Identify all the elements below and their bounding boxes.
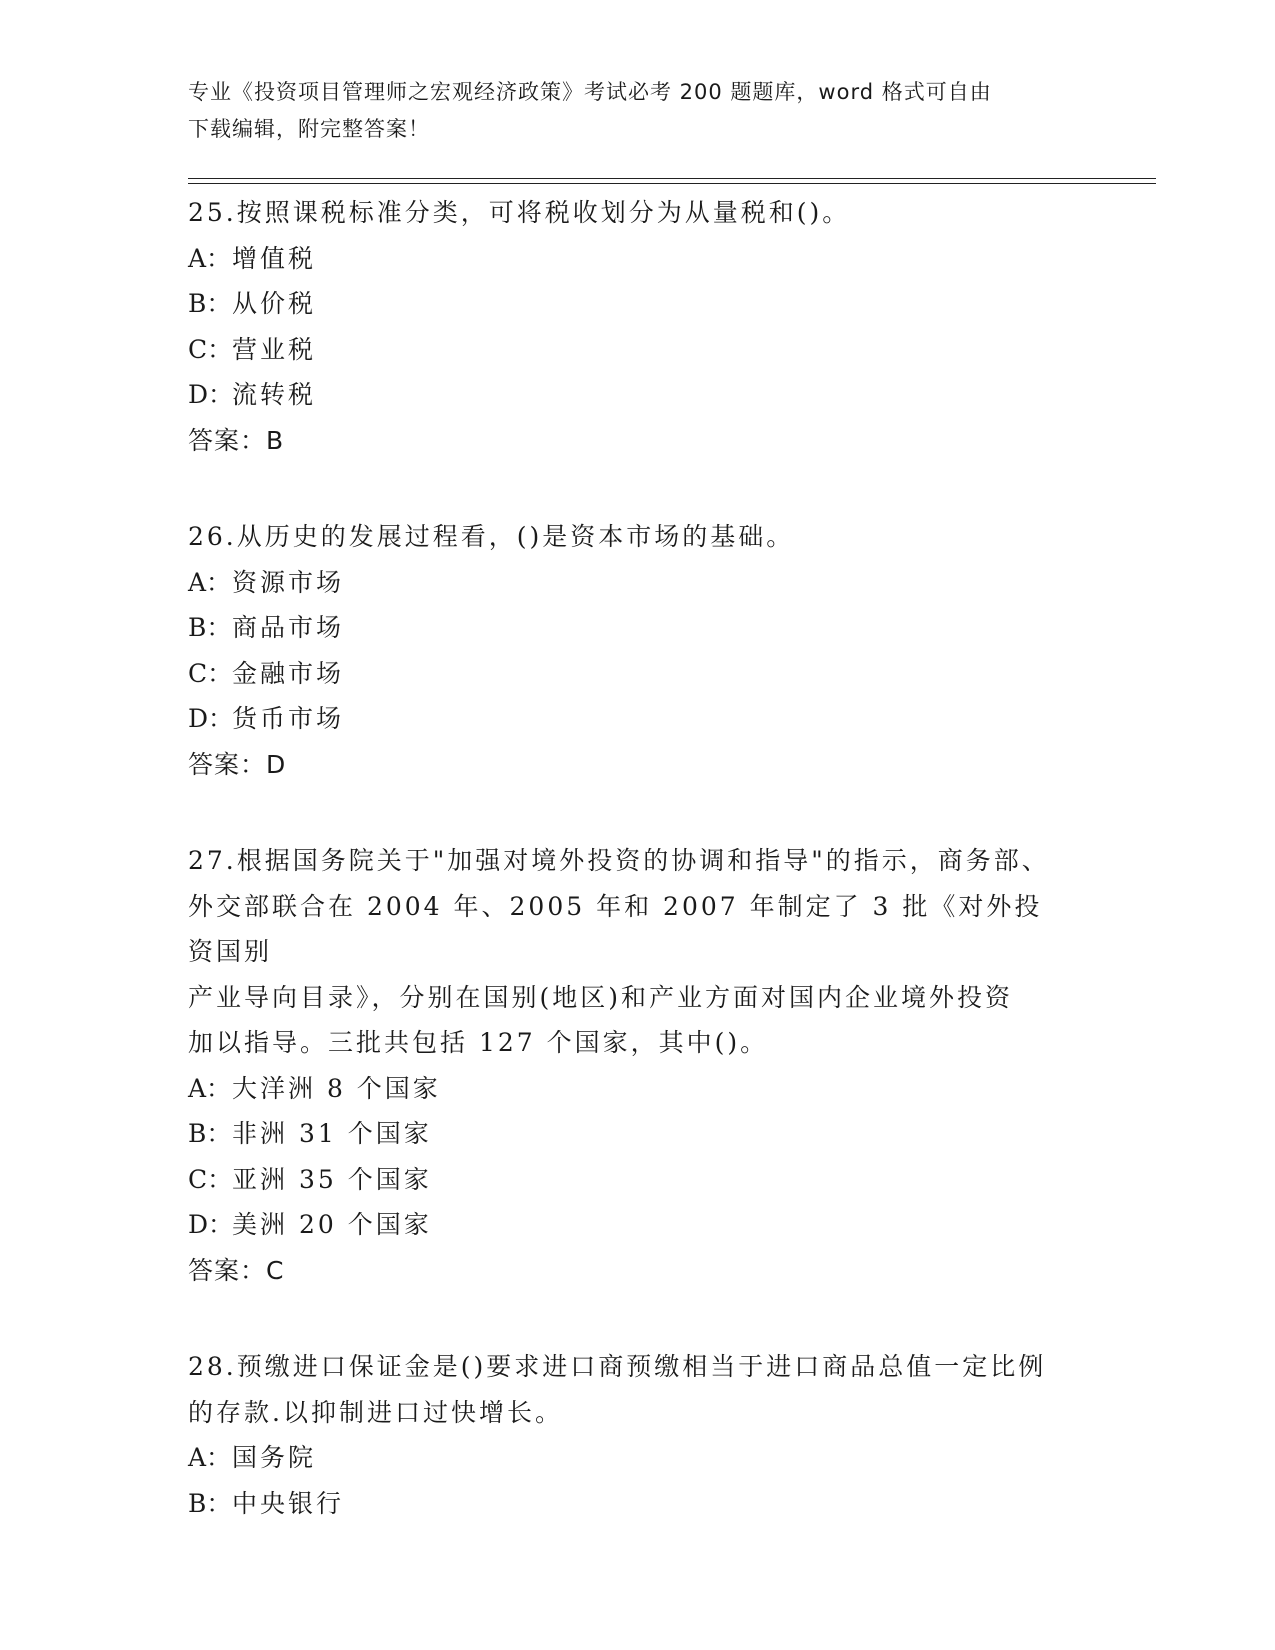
option-key: B： [188, 289, 232, 318]
question-stem-line: 的存款.以抑制进口过快增长。 [188, 1397, 563, 1427]
option-text: 非洲 31 个国家 [232, 1119, 432, 1148]
option-key: B： [188, 1488, 232, 1518]
question-27 [188, 838, 1068, 1293]
answer-option [188, 560, 1068, 606]
answer-key: 答案：D [188, 749, 287, 779]
option-text: 增值税 [232, 243, 317, 273]
answer-option [188, 605, 1068, 651]
answer-key: 答案：C [188, 1255, 285, 1285]
option-key: C： [188, 334, 233, 364]
answer-option [188, 327, 1068, 373]
option-text: 流转税 [232, 380, 317, 409]
answer-option [188, 696, 1068, 742]
answer-key: 答案：B [188, 425, 285, 455]
answer-option [188, 1111, 1068, 1157]
option-key: D： [188, 1210, 234, 1239]
answer-option [188, 1435, 1068, 1481]
question-28 [188, 1344, 1068, 1526]
option-text: 亚洲 35 个国家 [232, 1164, 432, 1194]
header-divider-bottom [188, 183, 1156, 184]
answer-option [188, 1202, 1068, 1248]
answer-option [188, 651, 1068, 697]
question-stem-line: 28.预缴进口保证金是()要求进口商预缴相当于进口商品总值一定比例 [188, 1352, 1047, 1381]
question-list [188, 190, 1068, 1577]
option-text: 资源市场 [232, 567, 345, 597]
option-text: 货币市场 [232, 704, 345, 733]
question-stem-line: 26.从历史的发展过程看，()是资本市场的基础。 [188, 522, 795, 551]
question-26 [188, 514, 1068, 787]
option-text: 大洋洲 8 个国家 [232, 1073, 441, 1103]
option-key: C： [188, 1164, 233, 1194]
option-key: A： [188, 1443, 232, 1472]
option-text: 中央银行 [232, 1488, 345, 1518]
answer-option [188, 1157, 1068, 1203]
question-stem-line: 27.根据国务院关于"加强对境外投资的协调和指导"的指示，商务部、 [188, 846, 1050, 875]
option-key: D： [188, 380, 234, 409]
option-text: 美洲 20 个国家 [232, 1210, 432, 1239]
option-text: 金融市场 [232, 658, 345, 688]
answer-option [188, 1481, 1068, 1527]
question-stem-line: 外交部联合在 2004 年、2005 年和 2007 年制定了 3 批《对外投资国别 [188, 891, 1043, 966]
header-line-2: 下载编辑，附完整答案！ [188, 117, 430, 141]
answer-option [188, 372, 1068, 418]
header-divider-top [188, 178, 1156, 179]
option-text: 营业税 [232, 334, 317, 364]
option-key: A： [188, 567, 232, 597]
answer-option [188, 1066, 1068, 1112]
option-key: D： [188, 704, 234, 733]
question-stem-line: 25.按照课税标准分类，可将税收划分为从量税和()。 [188, 198, 851, 227]
document-header [188, 74, 1068, 148]
option-key: A： [188, 243, 232, 273]
option-key: B： [188, 613, 232, 642]
option-text: 国务院 [232, 1443, 317, 1472]
option-key: A： [188, 1073, 232, 1103]
question-25 [188, 190, 1068, 463]
header-line-1: 专业《投资项目管理师之宏观经济政策》考试必考 200 题题库，word 格式可自由 [188, 80, 992, 104]
answer-option [188, 236, 1068, 282]
option-key: C： [188, 658, 233, 688]
answer-option [188, 281, 1068, 327]
option-text: 商品市场 [232, 613, 345, 642]
question-stem-line: 加以指导。三批共包括 127 个国家，其中()。 [188, 1028, 769, 1057]
option-text: 从价税 [232, 289, 317, 318]
question-stem-line: 产业导向目录》，分别在国别(地区)和产业方面对国内企业境外投资 [188, 982, 1014, 1012]
option-key: B： [188, 1119, 232, 1148]
